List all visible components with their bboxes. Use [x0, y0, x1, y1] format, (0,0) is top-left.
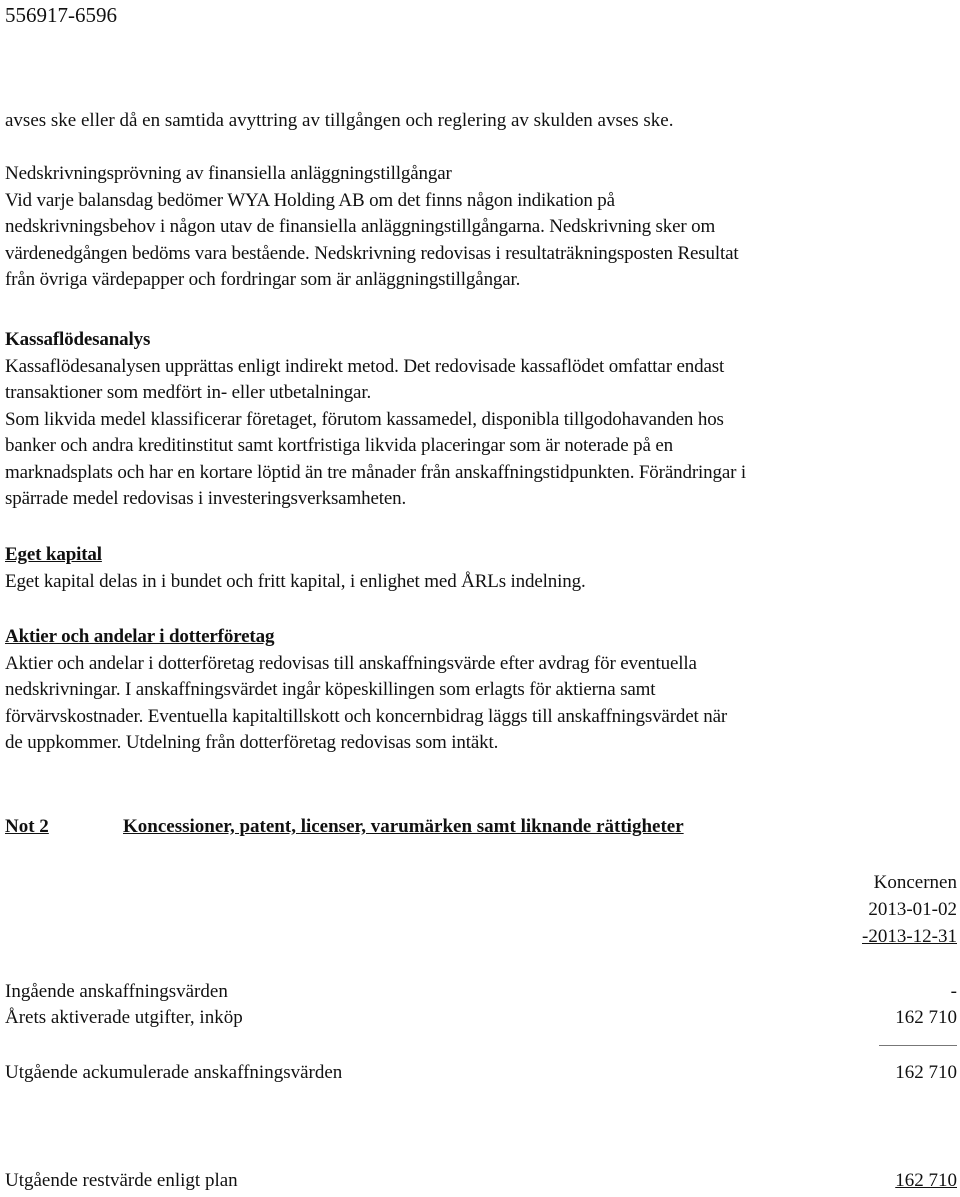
impairment-heading: Nedskrivningsprövning av finansiella anläggningstillgångar [5, 163, 452, 184]
cashflow-line: transaktioner som medfört in- eller utbetalningar. [5, 382, 372, 403]
impairment-line: nedskrivningsbehov i någon utav de finansiella anläggningstillgångarna. Nedskrivning sker om [5, 216, 716, 237]
row-label: Utgående restvärde enligt plan [5, 1170, 238, 1191]
note-number: Not 2 [5, 816, 49, 837]
subsidiaries-line: nedskrivningar. I anskaffningsvärdet ingår köpeskillingen som erlagts för aktierna samt [5, 679, 656, 700]
subsidiaries-heading: Aktier och andelar i dotterföretag [5, 626, 275, 647]
column-period-start: 2013-01-02 [868, 899, 957, 920]
row-label: Årets aktiverade utgifter, inköp [5, 1007, 243, 1028]
row-value: 162 710 [895, 1007, 957, 1028]
subsidiaries-line: de uppkommer. Utdelning från dotterföretag redovisas som intäkt. [5, 732, 499, 753]
row-value: 162 710 [895, 1170, 957, 1191]
cashflow-line: spärrade medel redovisas i investeringsverksamheten. [5, 488, 407, 509]
impairment-section [5, 161, 955, 294]
row-label: Utgående ackumulerade anskaffningsvärden [5, 1062, 343, 1083]
row-value: 162 710 [895, 1062, 957, 1083]
cashflow-line: Som likvida medel klassificerar företaget, förutom kassamedel, disponibla tillgodohavanden hos [5, 408, 724, 430]
column-period-end: -2013-12-31 [862, 926, 957, 947]
subtotal-rule [879, 1045, 957, 1046]
equity-section [5, 542, 955, 595]
row-value: - [950, 981, 957, 1002]
equity-heading: Eget kapital [5, 544, 102, 565]
cashflow-line: marknadsplats och har en kortare löptid än tre månader från anskaffningstidpunkten. Förändringar i [5, 461, 747, 483]
cashflow-line: Kassaflödesanalysen upprättas enligt indirekt metod. Det redovisade kassaflödet omfattar endast [5, 355, 725, 377]
org-number: 556917-6596 [5, 3, 117, 27]
note-title: Koncessioner, patent, licenser, varumärken samt liknande rättigheter [123, 816, 684, 837]
impairment-line: värdenedgången bedöms vara bestående. Nedskrivning redovisas i resultaträkningsposten Resultat [5, 242, 739, 264]
subsidiaries-line: Aktier och andelar i dotterföretag redovisas till anskaffningsvärde efter avdrag för eventuella [5, 652, 697, 674]
impairment-line: från övriga värdepapper och fordringar som är anläggningstillgångar. [5, 269, 521, 290]
cashflow-line: banker och andra kreditinstitut samt kortfristiga likvida placeringar som är noterade på en [5, 435, 674, 456]
cashflow-heading: Kassaflödesanalys [5, 329, 151, 350]
subsidiaries-line: förvärvskostnader. Eventuella kapitaltillskott och koncernbidrag läggs till anskaffningsvärdet när [5, 705, 728, 727]
intro-line: avses ske eller då en samtida avyttring av tillgången och reglering av skulden avses ske. [5, 110, 674, 131]
equity-line: Eget kapital delas in i bundet och fritt kapital, i enlighet med ÅRLs indelning. [5, 570, 586, 592]
cashflow-section [5, 327, 955, 513]
row-label: Ingående anskaffningsvärden [5, 981, 228, 1002]
impairment-line: Vid varje balansdag bedömer WYA Holding AB om det finns någon indikation på [5, 189, 615, 211]
subsidiaries-section [5, 624, 955, 757]
column-group: Koncernen [873, 872, 957, 893]
